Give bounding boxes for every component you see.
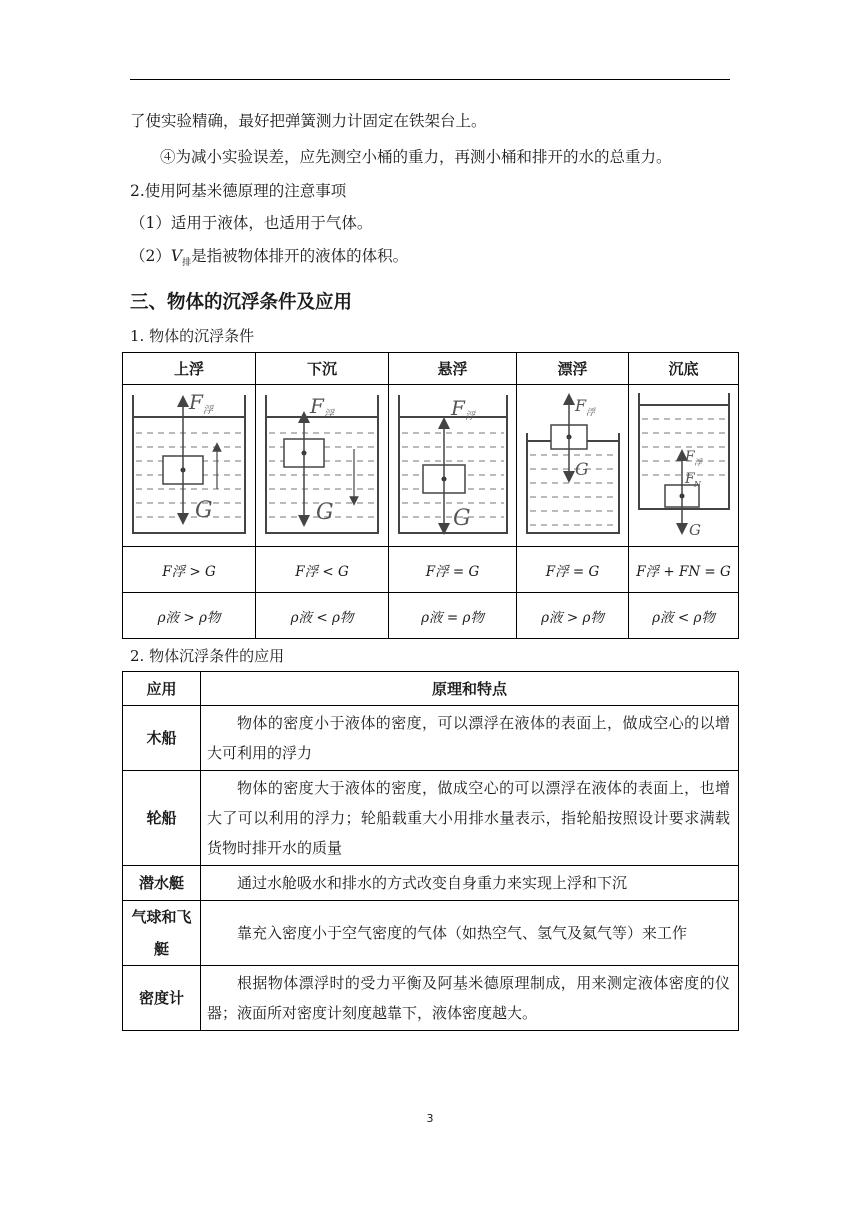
force-relation: F浮 > G [123,547,256,593]
svg-text:浮: 浮 [324,408,334,420]
page-number: 3 [426,1112,434,1125]
application-desc: 物体的密度小于液体的密度，可以漂浮在液体的表面上，做成空心的以增大可利用的浮力 [201,706,739,771]
table1-header: 下沉 [256,353,389,385]
table2-header: 原理和特点 [201,672,739,706]
table-row [123,966,739,1031]
table2-header: 应用 [123,672,201,706]
table-row [123,771,739,866]
force-relation: F浮 < G [256,547,389,593]
density-relation: ρ液 < ρ物 [256,593,389,639]
density-relation: ρ液 < ρ物 [629,593,739,639]
force-relation: F浮 + FN = G [629,547,739,593]
svg-text:G: G [452,505,471,531]
svg-text:G: G [688,520,701,539]
table2-header-row [123,672,739,706]
diagram-sunk [629,385,739,547]
density-relation: ρ液 > ρ物 [517,593,629,639]
svg-text:F: F [684,448,695,465]
svg-text:N: N [693,479,701,489]
svg-text:浮: 浮 [693,457,702,467]
table-row [123,706,739,771]
application-name: 密度计 [123,966,201,1031]
svg-text:F: F [684,470,695,487]
application-name: 气球和飞艇 [123,901,201,966]
table1-header: 悬浮 [389,353,517,385]
table-row [123,901,739,966]
diagram-suspended [389,385,517,547]
force-relation: F浮 = G [517,547,629,593]
svg-text:F: F [574,395,586,415]
force-relation: F浮 = G [389,547,517,593]
body-line-3: 2.使用阿基米德原理的注意事项 [130,182,347,200]
buoyancy-conditions-table [122,352,739,639]
body-line-4: （1）适用于液体，也适用于气体。 [130,214,373,232]
svg-text:浮: 浮 [585,407,595,418]
svg-text:浮: 浮 [203,404,213,416]
table1-header: 沉底 [629,353,739,385]
application-desc: 物体的密度大于液体的密度，做成空心的可以漂浮在液体的表面上，也增大了可以利用的浮力；轮船载重大小用排水量表示，指轮船按照设计要求满载货物时排开水的质量 [201,771,739,866]
sinking-diagram [260,389,384,539]
density-relation: ρ液 = ρ物 [389,593,517,639]
table2-caption: 2. 物体沉浮条件的应用 [130,647,285,665]
table1-header-row [123,353,739,385]
table1-force-row [123,547,739,593]
table1-density-row [123,593,739,639]
header-rule [130,79,730,80]
svg-text:F: F [310,393,324,418]
application-name: 潜水艇 [123,866,201,901]
table1-caption: 1. 物体的沉浮条件 [130,327,255,345]
rising-diagram [127,389,251,539]
application-desc: 靠充入密度小于空气密度的气体（如热空气、氢气及氦气等）来工作 [201,901,739,966]
svg-text:浮: 浮 [464,410,475,422]
table1-diagram-row [123,385,739,547]
buoyancy-applications-table [122,671,739,1031]
body-line-2: ④为减小实验误差，应先测空小桶的重力，再测小桶和排开的水的总重力。 [160,148,672,166]
density-relation: ρ液 > ρ物 [123,593,256,639]
svg-text:F: F [189,389,203,414]
svg-text:G: G [195,497,213,523]
table1-header: 上浮 [123,353,256,385]
body-line-5: $(2)V_排$是指被物体排开的液体的体积。 [130,247,409,269]
section-heading: 三、物体的沉浮条件及应用 [130,292,353,313]
svg-text:G: G [316,499,334,525]
svg-text:F: F [450,395,465,420]
table1-header: 漂浮 [517,353,629,385]
application-name: 轮船 [123,771,201,866]
application-name: 木船 [123,706,201,771]
application-desc: 根据物体漂浮时的受力平衡及阿基米德原理制成，用来测定液体密度的仪器；液面所对密度计刻度越靠下，液体密度越大。 [201,966,739,1031]
diagram-sinking [256,385,389,547]
suspended-diagram [393,389,513,539]
table-row [123,866,739,901]
diagram-rising [123,385,256,547]
svg-text:G: G [574,459,589,480]
floating-diagram [521,389,625,539]
diagram-floating [517,385,629,547]
body-line-1: 了使实验精确，最好把弹簧测力计固定在铁架台上。 [130,112,487,130]
sunk-diagram [633,389,735,539]
application-desc: 通过水舱吸水和排水的方式改变自身重力来实现上浮和下沉 [201,866,739,901]
